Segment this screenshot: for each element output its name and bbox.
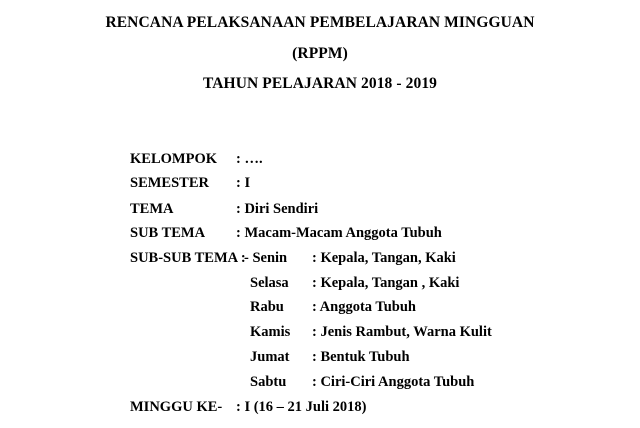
day-value: : Anggota Tubuh	[312, 299, 416, 315]
field-label: MINGGU KE-	[130, 399, 223, 415]
field-value: : I	[236, 175, 251, 191]
day-label: Rabu	[250, 299, 284, 315]
subsub-label: SUB-SUB TEMA :	[130, 250, 246, 266]
field-value: : I (16 – 21 Juli 2018)	[236, 399, 367, 415]
day-label: Selasa	[250, 275, 289, 291]
field-value: : ….	[236, 151, 263, 167]
day-label: Kamis	[250, 324, 291, 340]
day-label: Sabtu	[250, 374, 287, 390]
day-value: : Bentuk Tubuh	[312, 349, 410, 365]
field-value: : Macam-Macam Anggota Tubuh	[236, 225, 442, 241]
day-label: - Senin	[244, 250, 288, 266]
day-value: : Kepala, Tangan, Kaki	[312, 250, 456, 266]
field-label: SUB TEMA	[130, 225, 206, 241]
field-label: KELOMPOK	[130, 151, 217, 167]
field-value: : Diri Sendiri	[236, 201, 319, 217]
document-subtitle: (RPPM)	[292, 45, 348, 62]
academic-year: TAHUN PELAJARAN 2018 - 2019	[202, 75, 438, 92]
day-value: : Kepala, Tangan , Kaki	[312, 275, 460, 291]
field-label: TEMA	[130, 201, 174, 217]
day-value: : Jenis Rambut, Warna Kulit	[312, 324, 492, 340]
document-title: RENCANA PELAKSANAAN PEMBELAJARAN MINGGUAN	[105, 14, 535, 31]
field-label: SEMESTER	[130, 175, 209, 191]
day-label: Jumat	[250, 349, 290, 365]
day-value: : Ciri-Ciri Anggota Tubuh	[312, 374, 475, 390]
